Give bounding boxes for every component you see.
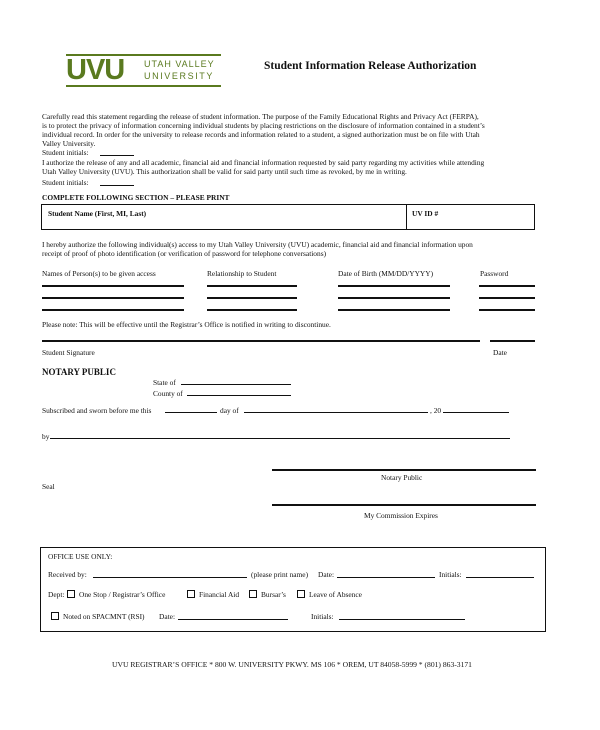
col-names-header: Names of Person(s) to be given access [42, 269, 156, 278]
uvid-label: UV ID # [412, 209, 439, 218]
access-relationship-field-1[interactable] [207, 285, 297, 287]
state-of-label: State of [153, 378, 176, 387]
student-initials-field-1[interactable] [100, 155, 134, 156]
effective-note: Please note: This will be effective until the Registrar’s Office is notified in writing to discontinue. [42, 320, 331, 329]
col-password-header: Password [480, 269, 509, 278]
county-of-label: County of [153, 389, 183, 398]
office-use-heading: OFFICE USE ONLY: [48, 552, 113, 561]
noted-option[interactable] [51, 612, 145, 621]
commission-expires-field[interactable] [272, 504, 536, 506]
noted-initials-field[interactable] [339, 619, 465, 620]
dept-label: Dept: [48, 590, 65, 599]
access-dob-field-2[interactable] [338, 297, 450, 299]
student-name-label: Student Name (First, MI, Last) [48, 209, 147, 218]
access-relationship-field-2[interactable] [207, 297, 297, 299]
access-password-field-2[interactable] [479, 297, 535, 299]
financial-aid-label: Financial Aid [199, 590, 240, 599]
student-signature-label: Student Signature [42, 348, 95, 357]
office-use-box [40, 547, 546, 632]
noted-date-field[interactable] [178, 619, 288, 620]
county-of-field[interactable] [187, 395, 291, 396]
logo-line2: UNIVERSITY [144, 71, 215, 81]
year-prefix-label: , 20 [430, 406, 442, 415]
seal-label: Seal [42, 482, 55, 491]
intro-paragraph-2 [42, 158, 562, 176]
checkbox-icon[interactable] [187, 590, 195, 598]
access-dob-field-1[interactable] [338, 285, 450, 287]
uvid-divider [406, 205, 407, 229]
uvu-logo [66, 54, 226, 86]
intro-line-1: Carefully read this statement regarding the release of student information. The purpose of the Family Educational Rights and Privacy Act (FERPA), [42, 112, 479, 121]
authorize-release-line-2: Utah Valley University (UVU). This authorization shall be valid for said party until such time as revoked, by me in writing. [42, 167, 407, 176]
section-heading: COMPLETE FOLLOWING SECTION – PLEASE PRINT [42, 193, 230, 202]
logo-line1: UTAH VALLEY [144, 59, 215, 69]
checkbox-icon[interactable] [249, 590, 257, 598]
signature-date-label: Date [493, 348, 507, 357]
leave-label: Leave of Absence [309, 590, 362, 599]
noted-label: Noted on SPACMNT (RSI) [63, 612, 145, 621]
office-initials-label: Initials: [439, 570, 462, 579]
office-initials-field[interactable] [466, 577, 534, 578]
page-title: Student Information Release Authorization [264, 60, 477, 72]
intro-line-3: individual record. In order for the university to release records and information related to a student, a signed authorization must be on file with Utah [42, 130, 480, 139]
student-initials-label-1: Student initials: [42, 148, 89, 157]
subscribed-year-field[interactable] [443, 412, 509, 413]
access-relationship-field-3[interactable] [207, 309, 297, 311]
subscribed-day-field[interactable] [165, 412, 217, 413]
by-field[interactable] [50, 438, 510, 439]
student-name-box[interactable] [41, 204, 535, 230]
authorize-individuals-line-1: I hereby authorize the following individual(s) access to my Utah Valley University (UVU) academic, financial aid and financial information upon [42, 240, 473, 249]
leave-option[interactable] [297, 590, 362, 599]
checkbox-icon[interactable] [297, 590, 305, 598]
intro-line-4: Valley University. [42, 139, 96, 148]
bursar-option[interactable] [249, 590, 286, 599]
noted-date-label: Date: [159, 612, 176, 621]
subscribed-label: Subscribed and sworn before me this [42, 406, 152, 415]
received-by-label: Received by: [48, 570, 87, 579]
authorize-release-line-1: I authorize the release of any and all academic, financial aid and financial information requested by said party regarding my activities while attending [42, 158, 485, 167]
office-date-label: Date: [318, 570, 335, 579]
print-name-label: (please print name) [251, 570, 309, 579]
notary-public-signature-field[interactable] [272, 469, 536, 471]
logo-letters: UVU [66, 54, 125, 86]
access-name-field-1[interactable] [42, 285, 184, 287]
office-date-field[interactable] [337, 577, 435, 578]
logo-bottom-rule [66, 85, 221, 87]
notary-heading: NOTARY PUBLIC [42, 367, 116, 377]
checkbox-icon[interactable] [51, 612, 59, 620]
authorize-individuals-line-2: receipt of proof of photo identification (or verification of password for telephone conversations) [42, 249, 327, 258]
one-stop-label: One Stop / Registrar’s Office [79, 590, 166, 599]
col-dob-header: Date of Birth (MM/DD/YYYY) [338, 269, 434, 278]
student-signature-field[interactable] [42, 340, 480, 342]
intro-line-2: is to protect the privacy of information concerning individual students by placing restrictions on the disclosure of information contained in a student’s [42, 121, 485, 130]
access-dob-field-3[interactable] [338, 309, 450, 311]
intro-paragraph-1 [42, 112, 562, 148]
state-of-field[interactable] [181, 384, 291, 385]
noted-initials-label: Initials: [311, 612, 334, 621]
subscribed-month-field[interactable] [244, 412, 428, 413]
checkbox-icon[interactable] [67, 590, 75, 598]
commission-expires-label: My Commission Expires [364, 511, 438, 520]
authorize-individuals-text [42, 240, 562, 258]
student-initials-label-2: Student initials: [42, 178, 89, 187]
student-initials-field-2[interactable] [100, 185, 134, 186]
signature-date-field[interactable] [490, 340, 535, 342]
notary-public-label: Notary Public [381, 473, 423, 482]
by-label: by [42, 432, 50, 441]
day-of-label: day of [220, 406, 239, 415]
col-relationship-header: Relationship to Student [207, 269, 277, 278]
access-password-field-3[interactable] [479, 309, 535, 311]
received-by-field[interactable] [93, 577, 247, 578]
financial-aid-option[interactable] [187, 590, 239, 599]
access-name-field-2[interactable] [42, 297, 184, 299]
access-password-field-1[interactable] [479, 285, 535, 287]
bursar-label: Bursar’s [261, 590, 286, 599]
footer-address: UVU REGISTRAR’S OFFICE * 800 W. UNIVERSITY PKWY. MS 106 * OREM, UT 84058-5999 * (801) 863-3171 [112, 660, 472, 669]
one-stop-option[interactable] [67, 590, 165, 599]
access-name-field-3[interactable] [42, 309, 184, 311]
